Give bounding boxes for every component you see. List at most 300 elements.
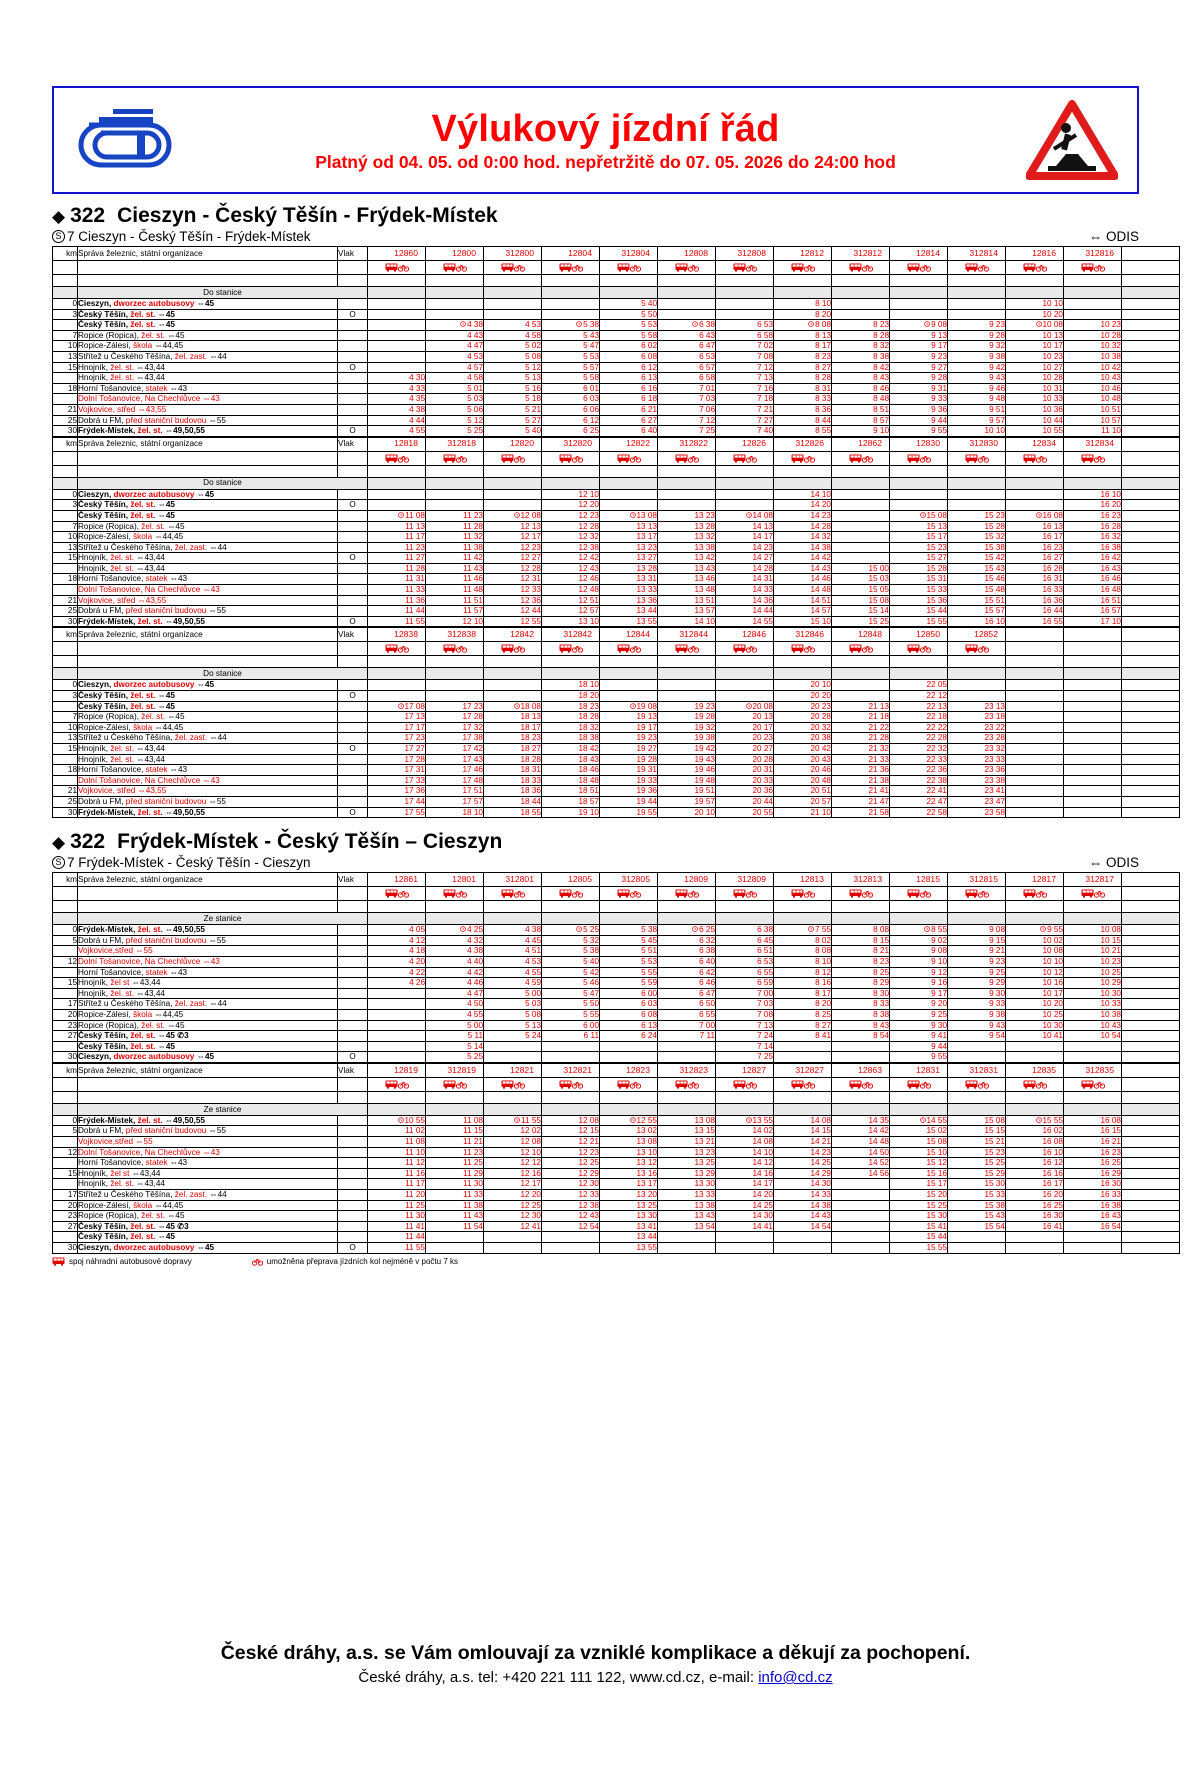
departure-time: 13 32 bbox=[658, 532, 716, 543]
departure-time: 10 31 bbox=[1006, 383, 1064, 394]
station-flag bbox=[338, 1200, 368, 1211]
departure-time: 22 18 bbox=[890, 712, 948, 723]
departure-time: 4 55 bbox=[426, 1009, 484, 1020]
departure-time: 9 20 bbox=[890, 999, 948, 1010]
departure-time: 12 31 bbox=[484, 574, 542, 585]
train-number: 12860 bbox=[368, 247, 426, 261]
train-number: 312808 bbox=[716, 247, 774, 261]
departure-time bbox=[368, 320, 426, 331]
roadworks-sign bbox=[1007, 100, 1137, 180]
train-mode-icons bbox=[368, 261, 426, 275]
departure-time: 23 33 bbox=[948, 754, 1006, 765]
departure-time bbox=[484, 1243, 542, 1254]
station-name: Horní Tošanovice, statek ⇔43 bbox=[78, 1158, 338, 1169]
departure-time: 9 32 bbox=[948, 341, 1006, 352]
departure-time: 14 54 bbox=[774, 1221, 832, 1232]
departure-time: 7 08 bbox=[716, 1009, 774, 1020]
departure-time: 8 42 bbox=[832, 362, 890, 373]
departure-time: 15 44 bbox=[890, 1232, 948, 1243]
km-value: 21 bbox=[53, 404, 78, 415]
train-number: 12813 bbox=[774, 873, 832, 887]
departure-time: 19 08 bbox=[600, 701, 658, 712]
table-row bbox=[53, 510, 1180, 521]
departure-time: 20 31 bbox=[716, 765, 774, 776]
departure-time: 11 13 bbox=[368, 521, 426, 532]
departure-time: 11 31 bbox=[368, 574, 426, 585]
departure-time: 11 30 bbox=[368, 1211, 426, 1222]
departure-time: 14 48 bbox=[774, 585, 832, 596]
departure-time: 14 10 bbox=[716, 1147, 774, 1158]
departure-time: 11 27 bbox=[368, 553, 426, 564]
departure-time: 13 54 bbox=[658, 1221, 716, 1232]
departure-time: 13 30 bbox=[600, 1211, 658, 1222]
departure-time: 17 42 bbox=[426, 744, 484, 755]
departure-time: 8 36 bbox=[774, 404, 832, 415]
departure-time: 16 36 bbox=[1006, 595, 1064, 606]
departure-time: 4 53 bbox=[484, 956, 542, 967]
bicycle-icon bbox=[456, 453, 467, 462]
bicycle-icon bbox=[456, 644, 467, 653]
km-value bbox=[53, 1158, 78, 1169]
email-link[interactable]: info@cd.cz bbox=[758, 1669, 833, 1686]
bus-icon bbox=[907, 644, 920, 653]
departure-time: 15 44 bbox=[890, 606, 948, 617]
station-flag bbox=[338, 967, 368, 978]
bus-icon bbox=[617, 889, 630, 898]
departure-time bbox=[426, 1232, 484, 1243]
bus-icon bbox=[385, 889, 398, 898]
departure-time: 21 28 bbox=[832, 733, 890, 744]
departure-time bbox=[1064, 786, 1122, 797]
departure-time: 17 28 bbox=[426, 712, 484, 723]
station-name: Ropice-Zálesí, škola ⇔44,45 bbox=[78, 1200, 338, 1211]
departure-time: 18 48 bbox=[542, 775, 600, 786]
train-mode-icons bbox=[716, 451, 774, 465]
departure-time: 11 43 bbox=[426, 563, 484, 574]
departure-time bbox=[890, 309, 948, 320]
departure-time: 10 38 bbox=[1064, 351, 1122, 362]
station-name: Frýdek-Místek, žel. st. ⇔49,50,55 bbox=[78, 426, 338, 437]
operator-header: Správa železnic, státní organizace bbox=[78, 437, 338, 451]
station-flag bbox=[338, 351, 368, 362]
departure-time: 9 25 bbox=[948, 967, 1006, 978]
station-flag bbox=[338, 542, 368, 553]
departure-time: 13 29 bbox=[658, 1168, 716, 1179]
train-number: 312821 bbox=[542, 1063, 600, 1077]
departure-time: 16 57 bbox=[1064, 606, 1122, 617]
departure-time: 14 10 bbox=[774, 489, 832, 500]
departure-time: 15 23 bbox=[890, 542, 948, 553]
departure-time: 22 22 bbox=[890, 722, 948, 733]
departure-time: 11 29 bbox=[426, 1168, 484, 1179]
departure-time: 8 48 bbox=[832, 394, 890, 405]
departure-time bbox=[948, 1041, 1006, 1052]
spacer-row bbox=[53, 656, 1180, 668]
table-row bbox=[53, 404, 1180, 415]
departure-time: 6 12 bbox=[600, 362, 658, 373]
km-value: 15 bbox=[53, 744, 78, 755]
bicycle-icon bbox=[572, 1080, 583, 1089]
timetable-block bbox=[52, 437, 1180, 628]
departure-time: 5 00 bbox=[426, 1020, 484, 1031]
train-mode-icons bbox=[832, 887, 890, 901]
departure-time bbox=[368, 309, 426, 320]
station-flag bbox=[338, 946, 368, 957]
departure-time bbox=[368, 988, 426, 999]
departure-time: 8 31 bbox=[774, 383, 832, 394]
departure-time: 7 55 bbox=[774, 925, 832, 936]
departure-time bbox=[426, 500, 484, 511]
departure-time: 14 20 bbox=[774, 500, 832, 511]
station-name: Ropice (Ropica), žel. st. ⇔45 bbox=[78, 330, 338, 341]
bus-icon bbox=[849, 263, 862, 272]
bus-route-icon-2: ◆ bbox=[52, 833, 66, 853]
bus-route-icon: ◆ bbox=[52, 207, 66, 226]
station-name: Dobrá u FM, před staniční budovou ⇔55 bbox=[78, 415, 338, 426]
table-row bbox=[53, 1115, 1180, 1126]
departure-time: 9 33 bbox=[890, 394, 948, 405]
section2-subroute: 7 Frýdek-Místek - Český Těšín - Cieszyn bbox=[67, 855, 311, 871]
departure-time: 8 21 bbox=[832, 946, 890, 957]
section2-tables bbox=[52, 872, 1139, 1253]
bicycle-icon bbox=[804, 1080, 815, 1089]
departure-time: 6 01 bbox=[542, 383, 600, 394]
train-number: 312846 bbox=[774, 628, 832, 642]
departure-time: 4 05 bbox=[368, 925, 426, 936]
departure-time bbox=[716, 309, 774, 320]
departure-time: 5 13 bbox=[484, 373, 542, 384]
departure-time: 6 25 bbox=[542, 426, 600, 437]
km-value: 21 bbox=[53, 786, 78, 797]
departure-time: 11 32 bbox=[426, 532, 484, 543]
departure-time: 18 08 bbox=[484, 701, 542, 712]
departure-time: 11 10 bbox=[368, 1147, 426, 1158]
station-name: Horní Tošanovice, statek ⇔43 bbox=[78, 765, 338, 776]
departure-time bbox=[832, 542, 890, 553]
departure-time: 15 33 bbox=[948, 1190, 1006, 1201]
departure-time: 5 42 bbox=[542, 967, 600, 978]
departure-time: 11 55 bbox=[368, 616, 426, 627]
departure-time: 14 35 bbox=[832, 1115, 890, 1126]
departure-time: 9 21 bbox=[948, 946, 1006, 957]
departure-time bbox=[1064, 1243, 1122, 1254]
km-value: 30 bbox=[53, 426, 78, 437]
departure-time: 5 00 bbox=[484, 988, 542, 999]
station-name: Dobrá u FM, před staniční budovou ⇔55 bbox=[78, 796, 338, 807]
train-number: 12819 bbox=[368, 1063, 426, 1077]
departure-time: 6 45 bbox=[716, 935, 774, 946]
station-name: Vojkovice,střed ⇔55 bbox=[78, 946, 338, 957]
departure-time: 10 20 bbox=[1006, 999, 1064, 1010]
station-name: Střítež u Českého Těšína, žel. zast. ⇔44 bbox=[78, 542, 338, 553]
departure-time: 8 32 bbox=[832, 341, 890, 352]
departure-time: 12 55 bbox=[484, 616, 542, 627]
bus-icon bbox=[849, 453, 862, 462]
departure-time: 13 48 bbox=[658, 585, 716, 596]
departure-time: 8 28 bbox=[774, 373, 832, 384]
departure-time: 7 25 bbox=[716, 1052, 774, 1063]
departure-time bbox=[426, 1243, 484, 1254]
departure-time bbox=[1006, 489, 1064, 500]
departure-time: 16 43 bbox=[1064, 563, 1122, 574]
station-flag bbox=[338, 1232, 368, 1243]
departure-time: 10 46 bbox=[1064, 383, 1122, 394]
departure-time bbox=[832, 532, 890, 543]
bicycle-icon bbox=[514, 644, 525, 653]
departure-time: 16 31 bbox=[1006, 574, 1064, 585]
departure-time: 13 33 bbox=[600, 585, 658, 596]
departure-time: 11 51 bbox=[426, 595, 484, 606]
departure-time: 6 03 bbox=[600, 999, 658, 1010]
departure-time bbox=[1006, 775, 1064, 786]
departure-time: 14 08 bbox=[774, 1115, 832, 1126]
train-mode-icons bbox=[484, 261, 542, 275]
departure-time: 11 38 bbox=[426, 542, 484, 553]
station-name: Hnojník, žel. st. ⇔43,44 bbox=[78, 373, 338, 384]
departure-time bbox=[542, 1052, 600, 1063]
bicycle-icon bbox=[514, 1080, 525, 1089]
departure-time: 14 57 bbox=[774, 606, 832, 617]
departure-time: 9 38 bbox=[948, 351, 1006, 362]
departure-time: 20 33 bbox=[716, 775, 774, 786]
departure-time: 11 08 bbox=[368, 510, 426, 521]
departure-time: 17 55 bbox=[368, 807, 426, 818]
km-value bbox=[53, 754, 78, 765]
departure-time: 9 51 bbox=[948, 404, 1006, 415]
station-flag bbox=[338, 988, 368, 999]
departure-time: 5 12 bbox=[484, 362, 542, 373]
station-name: Střítež u Českého Těšína, žel. zast. ⇔44 bbox=[78, 351, 338, 362]
operator-header: Správa železnic, státní organizace bbox=[78, 247, 338, 261]
departure-time bbox=[774, 1052, 832, 1063]
departure-time: 17 36 bbox=[368, 786, 426, 797]
station-flag bbox=[338, 775, 368, 786]
departure-time bbox=[1064, 1052, 1122, 1063]
train-number: 312838 bbox=[426, 628, 484, 642]
departure-time: 9 48 bbox=[948, 394, 1006, 405]
train-number: 12809 bbox=[658, 873, 716, 887]
bicycle-icon bbox=[746, 644, 757, 653]
train-number: 12804 bbox=[542, 247, 600, 261]
departure-time: 15 13 bbox=[890, 521, 948, 532]
departure-time bbox=[658, 1232, 716, 1243]
station-name: Vojkovice, střed ⇔43,55 bbox=[78, 786, 338, 797]
departure-time: 8 20 bbox=[774, 999, 832, 1010]
departure-time: 15 30 bbox=[890, 1211, 948, 1222]
departure-time: 13 02 bbox=[600, 1126, 658, 1137]
departure-time: 11 46 bbox=[426, 574, 484, 585]
departure-time: 6 40 bbox=[658, 956, 716, 967]
departure-time bbox=[1006, 500, 1064, 511]
station-name: Český Těšín, žel. st. ⇔45 bbox=[78, 1232, 338, 1243]
station-name: Cieszyn, dworzec autobusovy ⇔45 bbox=[78, 489, 338, 500]
table-row bbox=[53, 691, 1180, 702]
departure-time: 14 17 bbox=[716, 532, 774, 543]
table-row bbox=[53, 712, 1180, 723]
departure-time: 8 33 bbox=[832, 999, 890, 1010]
departure-time: 5 58 bbox=[600, 330, 658, 341]
bicycle-icon bbox=[1036, 1080, 1047, 1089]
departure-time bbox=[832, 1041, 890, 1052]
departure-time: 18 43 bbox=[542, 754, 600, 765]
train-number: 12830 bbox=[890, 437, 948, 451]
departure-time: 18 44 bbox=[484, 796, 542, 807]
departure-time: 15 25 bbox=[832, 616, 890, 627]
departure-time bbox=[484, 1041, 542, 1052]
departure-time: 6 53 bbox=[658, 351, 716, 362]
departure-time: 16 25 bbox=[1064, 1158, 1122, 1169]
station-flag bbox=[338, 404, 368, 415]
departure-time bbox=[1064, 796, 1122, 807]
departure-time: 18 51 bbox=[542, 786, 600, 797]
bus-icon bbox=[443, 453, 456, 462]
departure-time: 9 43 bbox=[948, 373, 1006, 384]
departure-time: 12 44 bbox=[484, 606, 542, 617]
departure-time: 13 13 bbox=[600, 521, 658, 532]
footer-contact bbox=[0, 1669, 1191, 1686]
departure-time: 21 32 bbox=[832, 744, 890, 755]
departure-time: 13 55 bbox=[716, 1115, 774, 1126]
departure-time: 13 21 bbox=[658, 1137, 716, 1148]
station-flag: O bbox=[338, 1052, 368, 1063]
station-name: Frýdek-Místek, žel. st. ⇔49,50,55 bbox=[78, 925, 338, 936]
departure-time: 12 10 bbox=[484, 1147, 542, 1158]
departure-time bbox=[368, 489, 426, 500]
station-flag bbox=[338, 510, 368, 521]
departure-time: 13 16 bbox=[600, 1168, 658, 1179]
train-number: 312801 bbox=[484, 873, 542, 887]
station-flag: O bbox=[338, 1243, 368, 1254]
departure-time: 10 29 bbox=[1064, 978, 1122, 989]
departure-time: 10 54 bbox=[1064, 1031, 1122, 1042]
departure-time: 15 55 bbox=[890, 616, 948, 627]
departure-time: 20 36 bbox=[716, 786, 774, 797]
station-flag: O bbox=[338, 426, 368, 437]
bicycle-icon bbox=[862, 263, 873, 272]
train-number: 12831 bbox=[890, 1063, 948, 1077]
departure-time: 11 48 bbox=[426, 585, 484, 596]
departure-time bbox=[1064, 807, 1122, 818]
departure-time: 20 08 bbox=[716, 701, 774, 712]
departure-time: 9 44 bbox=[890, 1041, 948, 1052]
departure-time: 12 25 bbox=[542, 1158, 600, 1169]
station-name: Dobrá u FM, před staniční budovou ⇔55 bbox=[78, 606, 338, 617]
departure-time bbox=[716, 500, 774, 511]
departure-time: 5 06 bbox=[426, 404, 484, 415]
train-number: 12835 bbox=[1006, 1063, 1064, 1077]
train-mode-icons bbox=[832, 261, 890, 275]
departure-time: 23 22 bbox=[948, 722, 1006, 733]
table-row bbox=[53, 935, 1180, 946]
train-number: 12805 bbox=[542, 873, 600, 887]
departure-time: 4 12 bbox=[368, 935, 426, 946]
train-number: 312804 bbox=[600, 247, 658, 261]
departure-time: 19 46 bbox=[658, 765, 716, 776]
departure-time bbox=[832, 1221, 890, 1232]
departure-time: 12 54 bbox=[542, 1221, 600, 1232]
departure-time: 5 59 bbox=[600, 978, 658, 989]
departure-time: 5 21 bbox=[484, 404, 542, 415]
km-value bbox=[53, 967, 78, 978]
bicycle-icon bbox=[630, 263, 641, 272]
departure-time: 9 23 bbox=[948, 320, 1006, 331]
table-row bbox=[53, 373, 1180, 384]
bus-icon bbox=[501, 1080, 514, 1089]
departure-time: 7 03 bbox=[716, 999, 774, 1010]
train-mode-icons bbox=[600, 642, 658, 656]
train-mode-icons bbox=[484, 451, 542, 465]
bus-icon bbox=[1023, 889, 1036, 898]
departure-time: 5 11 bbox=[426, 1031, 484, 1042]
departure-time: 20 43 bbox=[774, 754, 832, 765]
departure-time: 13 12 bbox=[600, 1158, 658, 1169]
station-name: Střítež u Českého Těšína, žel. zast. ⇔44 bbox=[78, 999, 338, 1010]
departure-time: 12 33 bbox=[542, 1190, 600, 1201]
station-name: Ropice-Zálesí, škola ⇔44,45 bbox=[78, 722, 338, 733]
departure-time: 15 16 bbox=[890, 1168, 948, 1179]
departure-time: 13 17 bbox=[600, 532, 658, 543]
train-number: 12823 bbox=[600, 1063, 658, 1077]
departure-time: 23 13 bbox=[948, 701, 1006, 712]
train-number: 12838 bbox=[368, 628, 426, 642]
departure-time: 12 38 bbox=[542, 1200, 600, 1211]
section1-tables bbox=[52, 246, 1139, 818]
departure-time: 15 23 bbox=[948, 1147, 1006, 1158]
departure-time: 15 41 bbox=[890, 1221, 948, 1232]
train-number: 312812 bbox=[832, 247, 890, 261]
train-number: 12817 bbox=[1006, 873, 1064, 887]
departure-time: 10 02 bbox=[1006, 935, 1064, 946]
departure-time: 10 25 bbox=[1006, 1009, 1064, 1020]
departure-time: 14 28 bbox=[716, 563, 774, 574]
bicycle-icon bbox=[398, 1080, 409, 1089]
departure-time: 10 43 bbox=[1064, 373, 1122, 384]
train-mode-icons bbox=[600, 1077, 658, 1091]
bus-icon bbox=[675, 1080, 688, 1089]
departure-time bbox=[1064, 1041, 1122, 1052]
km-value: 3 bbox=[53, 691, 78, 702]
station-flag bbox=[338, 722, 368, 733]
departure-time bbox=[426, 299, 484, 310]
train-number: 312823 bbox=[658, 1063, 716, 1077]
table-row bbox=[53, 807, 1180, 818]
departure-time: 7 12 bbox=[716, 362, 774, 373]
departure-time bbox=[948, 691, 1006, 702]
departure-time bbox=[600, 691, 658, 702]
departure-time: 15 36 bbox=[890, 595, 948, 606]
departure-time: 13 20 bbox=[600, 1190, 658, 1201]
departure-time bbox=[426, 691, 484, 702]
departure-time: 6 47 bbox=[658, 341, 716, 352]
bus-icon bbox=[443, 889, 456, 898]
banner-subtitle: Platný od 04. 05. od 0:00 hod. nepřetržitě do 07. 05. 2026 do 24:00 hod bbox=[315, 151, 896, 172]
bus-icon bbox=[791, 453, 804, 462]
station-flag bbox=[338, 606, 368, 617]
departure-time bbox=[1064, 733, 1122, 744]
train-mode-icons bbox=[774, 451, 832, 465]
km-value: 17 bbox=[53, 1190, 78, 1201]
km-value: 20 bbox=[53, 1009, 78, 1020]
departure-time: 17 32 bbox=[426, 722, 484, 733]
bus-icon bbox=[675, 644, 688, 653]
departure-time: 21 38 bbox=[832, 775, 890, 786]
departure-time: 6 40 bbox=[600, 426, 658, 437]
departure-time: 11 16 bbox=[368, 1168, 426, 1179]
km-value: 12 bbox=[53, 1147, 78, 1158]
train-mode-icons bbox=[1006, 642, 1064, 656]
km-value: 13 bbox=[53, 351, 78, 362]
departure-time: 10 36 bbox=[1006, 404, 1064, 415]
